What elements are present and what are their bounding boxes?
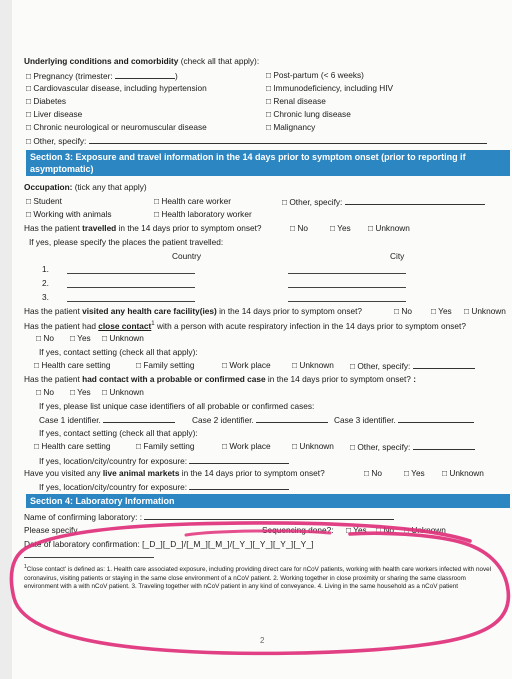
checkbox[interactable]: □ xyxy=(136,441,142,451)
section-3-header: Section 3: Exposure and travel information in the 14 days prior to symptom onset (prior to reporting if asymptomatic) xyxy=(26,150,510,176)
checkbox[interactable]: □ xyxy=(154,209,160,219)
probable-setting-work[interactable]: □ Work place xyxy=(222,441,271,451)
checkbox[interactable]: □ xyxy=(36,333,42,343)
checkbox[interactable]: □ xyxy=(36,387,42,397)
checkbox[interactable]: □ xyxy=(136,360,142,370)
city-field-1[interactable] xyxy=(288,273,406,274)
travel-row-2-number: 2. xyxy=(42,278,49,288)
close-contact-answer-no[interactable]: □ No xyxy=(36,333,54,343)
occupation-student[interactable]: □ Student xyxy=(26,196,62,206)
probable-answer-no[interactable]: □ No xyxy=(36,387,54,397)
checkbox[interactable]: □ xyxy=(350,361,356,371)
country-column-label: Country xyxy=(172,251,202,261)
hcf-answer-unknown[interactable]: □ Unknown xyxy=(464,306,506,316)
checkbox[interactable]: □ xyxy=(364,468,370,478)
checkbox[interactable]: □ xyxy=(266,83,272,93)
country-field-3[interactable] xyxy=(67,301,195,302)
probable-contact-setting-label: If yes, contact setting (check all that apply): xyxy=(39,428,198,438)
checkbox[interactable]: □ xyxy=(442,468,448,478)
probable-location-field[interactable]: If yes, location/city/country for exposure: xyxy=(39,455,289,466)
probable-answer-unknown[interactable]: □ Unknown xyxy=(102,387,144,397)
checkbox[interactable]: □ xyxy=(34,360,40,370)
market-answer-no[interactable]: □ No xyxy=(364,468,382,478)
occupation-heading: Occupation: (tick any that apply) xyxy=(24,182,147,192)
close-setting-unknown[interactable]: □ Unknown xyxy=(292,360,334,370)
condition-pregnancy[interactable]: □ Pregnancy (trimester: ) xyxy=(26,71,178,81)
country-field-1[interactable] xyxy=(67,273,195,274)
travel-question: Has the patient travelled in the 14 days prior to symptom onset? xyxy=(24,223,262,233)
condition-lung[interactable]: □ Chronic lung disease xyxy=(266,109,351,119)
checkbox[interactable]: □ xyxy=(266,109,272,119)
checkbox[interactable]: □ xyxy=(26,71,32,81)
checkbox[interactable]: □ xyxy=(292,360,298,370)
checkbox[interactable]: □ xyxy=(404,525,410,535)
occupation-other[interactable]: □ Other, specify: xyxy=(282,196,485,207)
probable-setting-unknown[interactable]: □ Unknown xyxy=(292,441,334,451)
checkbox[interactable]: □ xyxy=(350,442,356,452)
close-setting-work[interactable]: □ Work place xyxy=(222,360,271,370)
condition-neurological[interactable]: □ Chronic neurological or neuromuscular disease xyxy=(26,122,207,132)
market-location-field[interactable]: If yes, location/city/country for exposure: xyxy=(39,481,289,492)
hcf-answer-no[interactable]: □ No xyxy=(394,306,412,316)
checkbox[interactable]: □ xyxy=(330,223,336,233)
case-identifiers-label: If yes, please list unique case identifiers of all probable or confirmed cases: xyxy=(39,401,315,411)
city-field-2[interactable] xyxy=(288,287,406,288)
checkbox[interactable]: □ xyxy=(26,83,32,93)
checkbox[interactable]: □ xyxy=(266,70,272,80)
travel-answer-no[interactable]: □ No xyxy=(290,223,308,233)
condition-cardiovascular[interactable]: □ Cardiovascular disease, including hypertension xyxy=(26,83,207,93)
form-page xyxy=(12,0,512,679)
travel-answer-yes[interactable]: □ Yes xyxy=(330,223,351,233)
checkbox[interactable]: □ xyxy=(70,387,76,397)
hcf-question: Has the patient visited any health care facility(ies) in the 14 days prior to symptom onset? xyxy=(24,306,363,316)
page-number: 2 xyxy=(260,636,265,645)
checkbox[interactable]: □ xyxy=(70,333,76,343)
checkbox[interactable]: □ xyxy=(266,96,272,106)
checkbox[interactable]: □ xyxy=(34,441,40,451)
lab-confirmation-date-field[interactable]: Date of laboratory confirmation: [_D_][_D_]/[_M_][_M_]/[_Y_][_Y_][_Y_][_Y_] xyxy=(24,539,314,549)
checkbox[interactable]: □ xyxy=(376,525,382,535)
condition-other[interactable]: □ Other, specify: xyxy=(26,135,487,146)
travel-row-1-number: 1. xyxy=(42,264,49,274)
close-contact-answer-unknown[interactable]: □ Unknown xyxy=(102,333,144,343)
city-column-label: City xyxy=(390,251,405,261)
probable-setting-family[interactable]: □ Family setting xyxy=(136,441,195,451)
condition-immunodeficiency[interactable]: □ Immunodeficiency, including HIV xyxy=(266,83,394,93)
city-field-3[interactable] xyxy=(288,301,406,302)
contact-setting-label: If yes, contact setting (check all that apply): xyxy=(39,347,198,357)
close-setting-other[interactable]: □ Other, specify: xyxy=(350,360,475,371)
probable-case-question: Has the patient had contact with a probable or confirmed case in the 14 days prior to symptom onset? : xyxy=(24,374,416,384)
checkbox[interactable]: □ xyxy=(26,122,32,132)
checkbox[interactable]: □ xyxy=(222,360,228,370)
case-2-identifier[interactable]: Case 2 identifier. xyxy=(192,414,328,425)
sequencing-answer-unknown[interactable]: □ Unknown xyxy=(404,525,446,535)
checkbox[interactable]: □ xyxy=(368,223,374,233)
market-answer-unknown[interactable]: □ Unknown xyxy=(442,468,484,478)
checkbox[interactable]: □ xyxy=(26,136,32,146)
please-specify-field[interactable]: Please specify xyxy=(24,525,78,535)
checkbox[interactable]: □ xyxy=(282,197,288,207)
section-4-header: Section 4: Laboratory Information xyxy=(26,494,510,508)
occupation-animals[interactable]: □ Working with animals xyxy=(26,209,112,219)
close-contact-question: Has the patient had close contact$^1$ with a person with acute respiratory infection in the 14 days prior to symptom onset? xyxy=(24,320,466,331)
checkbox[interactable]: □ xyxy=(102,387,108,397)
travel-row-3-number: 3. xyxy=(42,292,49,302)
checkbox[interactable]: □ xyxy=(26,209,32,219)
country-field-2[interactable] xyxy=(67,287,195,288)
travel-answer-unknown[interactable]: □ Unknown xyxy=(368,223,410,233)
footnote-divider xyxy=(24,557,154,558)
condition-malignancy[interactable]: □ Malignancy xyxy=(266,122,316,132)
checkbox[interactable]: □ xyxy=(290,223,296,233)
checkbox[interactable]: □ xyxy=(266,122,272,132)
checkbox[interactable]: □ xyxy=(292,441,298,451)
underlying-conditions-heading: Underlying conditions and comorbidity (check all that apply): xyxy=(24,56,260,66)
condition-liver[interactable]: □ Liver disease xyxy=(26,109,83,119)
checkbox[interactable]: □ xyxy=(26,109,32,119)
checkbox[interactable]: □ xyxy=(431,306,437,316)
checkbox[interactable]: □ xyxy=(464,306,470,316)
checkbox[interactable]: □ xyxy=(154,196,160,206)
occupation-health-care-worker[interactable]: □ Health care worker xyxy=(154,196,231,206)
condition-post-partum[interactable]: □ Post-partum (< 6 weeks) xyxy=(266,70,364,80)
condition-renal[interactable]: □ Renal disease xyxy=(266,96,326,106)
occupation-lab-worker[interactable]: □ Health laboratory worker xyxy=(154,209,252,219)
probable-setting-other[interactable]: □ Other, specify: xyxy=(350,441,475,452)
close-contact-footnote: $^1$Close contact' is defined as: 1. Health care associated exposure, including providing direct care for nCoV patients, working with health care workers infected with novel coronavirus, visiting patients or staying in the same close environment of a nCoV patient. 2. Working together in close proximity or sharing the same classroom environment with a with nCoV patient. 3. Traveling together with nCoV patient in any kind of conveyance. 4. Living in the same household as a nCoV patient xyxy=(24,564,492,591)
probable-setting-health-care[interactable]: □ Health care setting xyxy=(34,441,111,451)
close-setting-health-care[interactable]: □ Health care setting xyxy=(34,360,111,370)
hcf-answer-yes[interactable]: □ Yes xyxy=(431,306,452,316)
checkbox[interactable]: □ xyxy=(346,525,352,535)
close-contact-answer-yes[interactable]: □ Yes xyxy=(70,333,91,343)
market-question: Have you visited any live animal markets in the 14 days prior to symptom onset? xyxy=(24,468,325,478)
condition-diabetes[interactable]: □ Diabetes xyxy=(26,96,67,106)
checkbox[interactable]: □ xyxy=(394,306,400,316)
checkbox[interactable]: □ xyxy=(222,441,228,451)
confirming-lab-field[interactable]: Name of confirming laboratory: : xyxy=(24,511,394,522)
checkbox[interactable]: □ xyxy=(26,196,32,206)
probable-answer-yes[interactable]: □ Yes xyxy=(70,387,91,397)
checkbox[interactable]: □ xyxy=(404,468,410,478)
sequencing-answer-no[interactable]: □ No xyxy=(376,525,394,535)
market-answer-yes[interactable]: □ Yes xyxy=(404,468,425,478)
checkbox[interactable]: □ xyxy=(102,333,108,343)
travel-places-label: If yes, please specify the places the patient travelled: xyxy=(29,237,224,247)
sequencing-answer-yes[interactable]: □ Yes xyxy=(346,525,367,535)
close-setting-family[interactable]: □ Family setting xyxy=(136,360,195,370)
case-1-identifier[interactable]: Case 1 identifier. xyxy=(39,414,175,425)
case-3-identifier[interactable]: Case 3 identifier. xyxy=(334,414,474,425)
sequencing-question: Sequencing done?: xyxy=(262,525,334,535)
checkbox[interactable]: □ xyxy=(26,96,32,106)
